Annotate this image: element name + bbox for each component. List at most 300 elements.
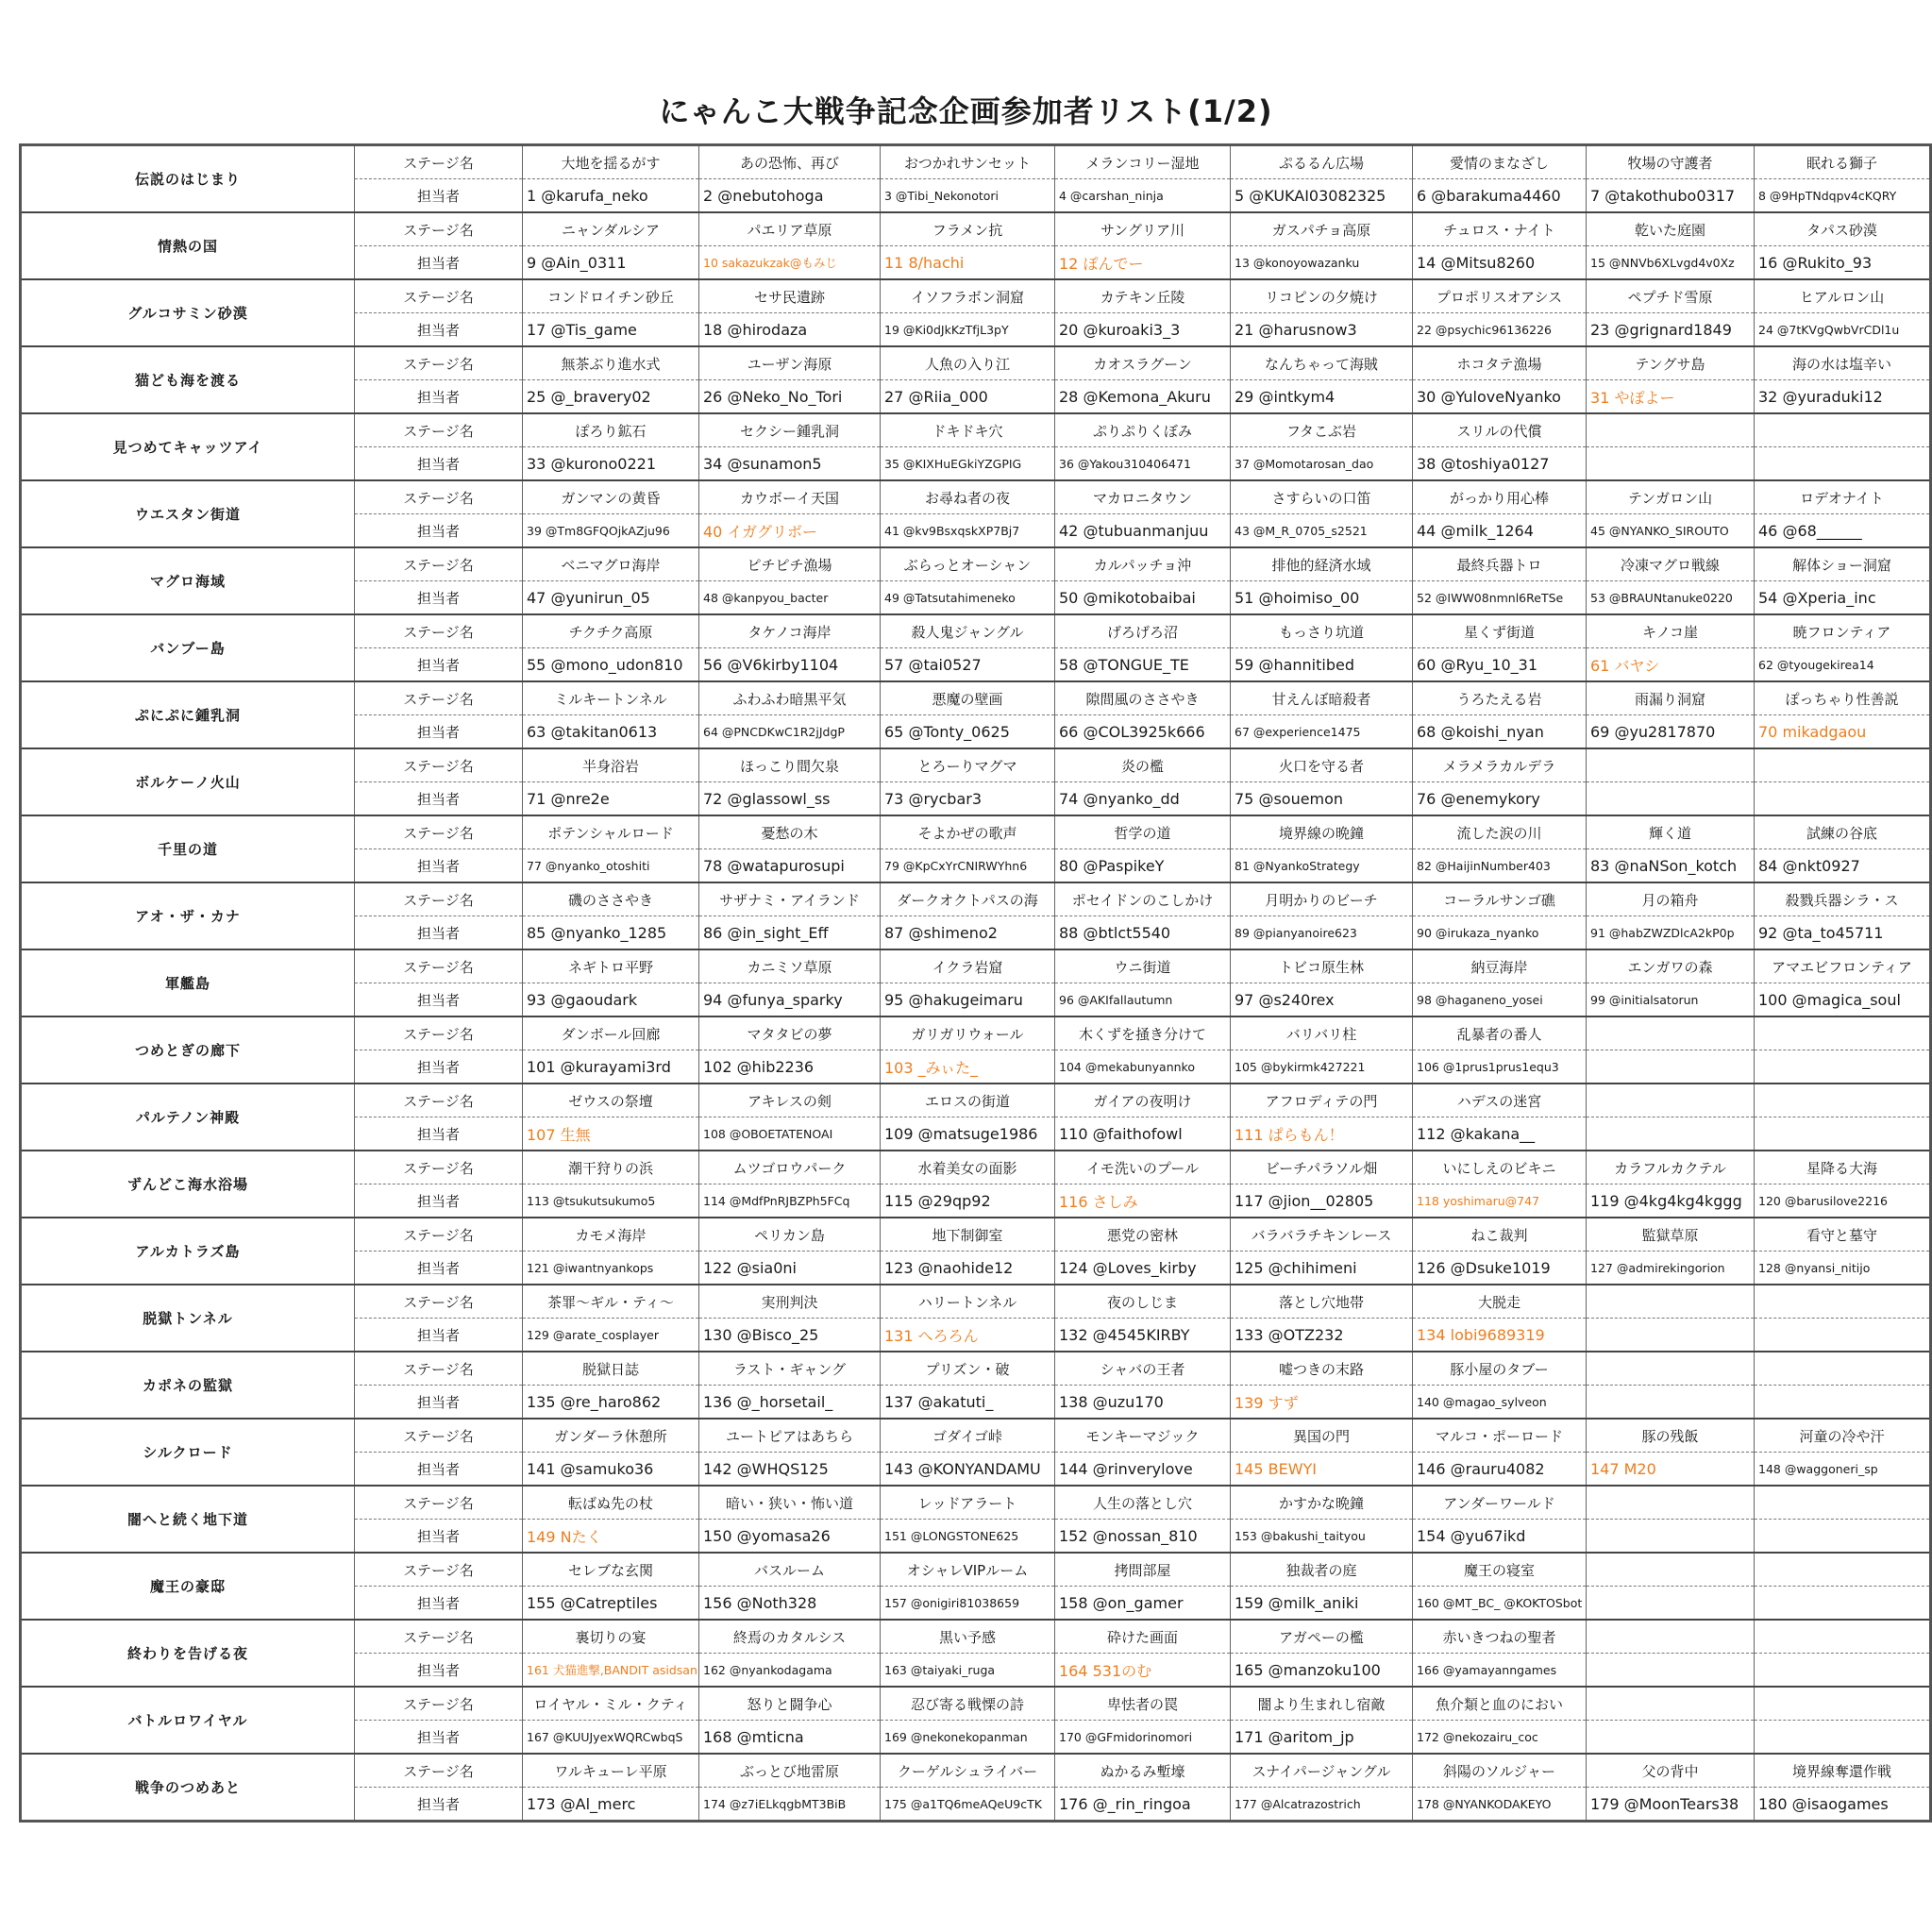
owner-cell: 29 @intkym4 bbox=[1231, 380, 1413, 414]
stage-cell: 乱暴者の番人 bbox=[1413, 1016, 1587, 1050]
owner-cell bbox=[1755, 447, 1931, 481]
stage-cell: 炎の檻 bbox=[1055, 748, 1231, 782]
owner-cell: 60 @Ryu_10_31 bbox=[1413, 648, 1587, 682]
stage-cell: セサ民遺跡 bbox=[699, 279, 881, 313]
owner-cell: 79 @KpCxYrCNIRWYhn6 bbox=[881, 849, 1055, 883]
owner-cell bbox=[1587, 1050, 1755, 1084]
owner-cell: 123 @naohide12 bbox=[881, 1252, 1055, 1285]
stage-cell: おつかれサンセット bbox=[881, 145, 1055, 179]
owner-cell: 93 @gaoudark bbox=[523, 983, 699, 1017]
stage-cell: カラフルカクテル bbox=[1587, 1151, 1755, 1184]
stage-label: ステージ名 bbox=[355, 1016, 523, 1050]
stage-cell: かすかな晩鐘 bbox=[1231, 1486, 1413, 1520]
owner-cell: 161 犬猫進撃,BANDIT asidsan bbox=[523, 1654, 699, 1688]
stage-cell bbox=[1755, 1352, 1931, 1386]
stage-cell: 愛情のまなざし bbox=[1413, 145, 1587, 179]
owner-cell: 67 @experience1475 bbox=[1231, 715, 1413, 749]
owner-label: 担当者 bbox=[355, 916, 523, 950]
owner-cell bbox=[1587, 1721, 1755, 1755]
owner-cell: 146 @rauru4082 bbox=[1413, 1453, 1587, 1487]
stage-cell: クーゲルシュライバー bbox=[881, 1754, 1055, 1788]
owner-cell: 101 @kurayami3rd bbox=[523, 1050, 699, 1084]
owner-label: 担当者 bbox=[355, 715, 523, 749]
region-name: 千里の道 bbox=[21, 815, 355, 882]
stage-cell: イソフラボン洞窟 bbox=[881, 279, 1055, 313]
region-name: 脱獄トンネル bbox=[21, 1285, 355, 1352]
owner-cell: 100 @magica_soul bbox=[1755, 983, 1931, 1017]
stage-cell: ぷりぷりくぼみ bbox=[1055, 413, 1231, 447]
stage-cell: アンダーワールド bbox=[1413, 1486, 1587, 1520]
owner-cell: 159 @milk_aniki bbox=[1231, 1587, 1413, 1621]
stage-cell: エンガワの森 bbox=[1587, 949, 1755, 983]
stage-label: ステージ名 bbox=[355, 614, 523, 648]
owner-cell: 165 @manzoku100 bbox=[1231, 1654, 1413, 1688]
stage-cell: ゼウスの祭壇 bbox=[523, 1084, 699, 1117]
owner-cell: 177 @Alcatrazostrich bbox=[1231, 1788, 1413, 1822]
owner-label: 担当者 bbox=[355, 1520, 523, 1554]
owner-cell: 162 @nyankodagama bbox=[699, 1654, 881, 1688]
stage-cell: ペプチド雪原 bbox=[1587, 279, 1755, 313]
owner-cell: 108 @OBOETATENOAI bbox=[699, 1117, 881, 1151]
stage-cell: マカロニタウン bbox=[1055, 480, 1231, 514]
stage-cell: 最終兵器トロ bbox=[1413, 547, 1587, 581]
owner-cell: 126 @Dsuke1019 bbox=[1413, 1252, 1587, 1285]
owner-cell: 150 @yomasa26 bbox=[699, 1520, 881, 1554]
owner-cell: 82 @HaijinNumber403 bbox=[1413, 849, 1587, 883]
stage-cell: テングサ島 bbox=[1587, 346, 1755, 380]
stage-cell: 地下制御室 bbox=[881, 1218, 1055, 1252]
owner-cell: 141 @samuko36 bbox=[523, 1453, 699, 1487]
owner-label: 担当者 bbox=[355, 447, 523, 481]
stage-label: ステージ名 bbox=[355, 1486, 523, 1520]
owner-cell bbox=[1755, 1050, 1931, 1084]
stage-cell bbox=[1755, 413, 1931, 447]
stage-label: ステージ名 bbox=[355, 279, 523, 313]
owner-cell: 156 @Noth328 bbox=[699, 1587, 881, 1621]
stage-cell: 監獄草原 bbox=[1587, 1218, 1755, 1252]
stage-cell: ムツゴロウパーク bbox=[699, 1151, 881, 1184]
owner-cell: 51 @hoimiso_00 bbox=[1231, 581, 1413, 615]
stage-cell bbox=[1755, 1620, 1931, 1654]
stage-cell: セクシー鍾乳洞 bbox=[699, 413, 881, 447]
stage-cell: ぶっとび地雷原 bbox=[699, 1754, 881, 1788]
owner-cell bbox=[1587, 1587, 1755, 1621]
stage-row bbox=[21, 1084, 1931, 1117]
stage-cell: 魔王の寝室 bbox=[1413, 1553, 1587, 1587]
stage-cell: パエリア草原 bbox=[699, 212, 881, 246]
owner-cell: 167 @KUUJyexWQRCwbqS bbox=[523, 1721, 699, 1755]
stage-cell: マルコ・ポーロード bbox=[1413, 1419, 1587, 1453]
region-name: 情熱の国 bbox=[21, 212, 355, 279]
stage-row bbox=[21, 212, 1931, 246]
stage-cell: ゴダイゴ峠 bbox=[881, 1419, 1055, 1453]
stage-cell: イクラ岩窟 bbox=[881, 949, 1055, 983]
stage-cell: ピチピチ漁場 bbox=[699, 547, 881, 581]
owner-label: 担当者 bbox=[355, 1654, 523, 1688]
owner-cell: 12 ぽんでー bbox=[1055, 246, 1231, 280]
owner-label: 担当者 bbox=[355, 380, 523, 414]
owner-cell: 71 @nre2e bbox=[523, 782, 699, 816]
owner-cell: 28 @Kemona_Akuru bbox=[1055, 380, 1231, 414]
stage-cell: そよかぜの歌声 bbox=[881, 815, 1055, 849]
stage-cell: 納豆海岸 bbox=[1413, 949, 1587, 983]
stage-row bbox=[21, 346, 1931, 380]
stage-cell: お尋ね者の夜 bbox=[881, 480, 1055, 514]
stage-cell bbox=[1587, 1285, 1755, 1319]
owner-cell: 151 @LONGSTONE625 bbox=[881, 1520, 1055, 1554]
stage-cell: 甘えんぼ暗殺者 bbox=[1231, 681, 1413, 715]
owner-label: 担当者 bbox=[355, 1184, 523, 1218]
owner-cell: 39 @Tm8GFQOjkAZju96 bbox=[523, 514, 699, 548]
stage-cell: ミルキートンネル bbox=[523, 681, 699, 715]
owner-cell: 1 @karufa_neko bbox=[523, 179, 699, 213]
stage-cell: 境界線奪還作戦 bbox=[1755, 1754, 1931, 1788]
stage-cell: スナイパージャングル bbox=[1231, 1754, 1413, 1788]
stage-cell: 魚介類と血のにおい bbox=[1413, 1687, 1587, 1721]
stage-cell: アキレスの剣 bbox=[699, 1084, 881, 1117]
stage-cell: 父の背中 bbox=[1587, 1754, 1755, 1788]
owner-cell: 35 @KIXHuEGkiYZGPIG bbox=[881, 447, 1055, 481]
stage-cell: サングリア川 bbox=[1055, 212, 1231, 246]
stage-label: ステージ名 bbox=[355, 1553, 523, 1587]
owner-label: 担当者 bbox=[355, 1386, 523, 1420]
stage-cell: ネギトロ平野 bbox=[523, 949, 699, 983]
region-name: 闇へと続く地下道 bbox=[21, 1486, 355, 1553]
stage-cell: フラメン抗 bbox=[881, 212, 1055, 246]
owner-label: 担当者 bbox=[355, 648, 523, 682]
stage-cell: ウニ街道 bbox=[1055, 949, 1231, 983]
stage-label: ステージ名 bbox=[355, 480, 523, 514]
owner-cell: 53 @BRAUNtanuke0220 bbox=[1587, 581, 1755, 615]
stage-cell: カルパッチョ沖 bbox=[1055, 547, 1231, 581]
owner-cell bbox=[1755, 1319, 1931, 1352]
owner-cell bbox=[1587, 1386, 1755, 1420]
stage-row bbox=[21, 1486, 1931, 1520]
owner-cell: 5 @KUKAI03082325 bbox=[1231, 179, 1413, 213]
stage-cell: プロポリスオアシス bbox=[1413, 279, 1587, 313]
owner-cell: 58 @TONGUE_TE bbox=[1055, 648, 1231, 682]
stage-cell: シャバの王者 bbox=[1055, 1352, 1231, 1386]
owner-cell: 115 @29qp92 bbox=[881, 1184, 1055, 1218]
stage-cell: 境界線の晩鐘 bbox=[1231, 815, 1413, 849]
stage-cell: タパス砂漠 bbox=[1755, 212, 1931, 246]
owner-cell: 125 @chihimeni bbox=[1231, 1252, 1413, 1285]
stage-cell: 赤いきつねの聖者 bbox=[1413, 1620, 1587, 1654]
owner-cell: 120 @barusilove2216 bbox=[1755, 1184, 1931, 1218]
stage-cell: 雨漏り洞窟 bbox=[1587, 681, 1755, 715]
region-name: 戦争のつめあと bbox=[21, 1754, 355, 1822]
owner-label: 担当者 bbox=[355, 1788, 523, 1822]
owner-cell: 118 yoshimaru@747 bbox=[1413, 1184, 1587, 1218]
stage-cell: 海の水は塩辛い bbox=[1755, 346, 1931, 380]
stage-row bbox=[21, 614, 1931, 648]
stage-cell: 斜陽のソルジャー bbox=[1413, 1754, 1587, 1788]
stage-cell: ガンマンの黄昏 bbox=[523, 480, 699, 514]
owner-cell: 157 @onigiri81038659 bbox=[881, 1587, 1055, 1621]
stage-row bbox=[21, 413, 1931, 447]
owner-cell: 69 @yu2817870 bbox=[1587, 715, 1755, 749]
participant-table bbox=[19, 143, 1932, 1823]
owner-cell: 176 @_rin_ringoa bbox=[1055, 1788, 1231, 1822]
owner-cell: 169 @nekonekopanman bbox=[881, 1721, 1055, 1755]
owner-cell bbox=[1587, 447, 1755, 481]
owner-cell bbox=[1587, 1654, 1755, 1688]
stage-cell: カウボーイ天国 bbox=[699, 480, 881, 514]
stage-cell: スリルの代償 bbox=[1413, 413, 1587, 447]
stage-cell: 落とし穴地帯 bbox=[1231, 1285, 1413, 1319]
stage-cell: もっさり坑道 bbox=[1231, 614, 1413, 648]
owner-cell: 2 @nebutohoga bbox=[699, 179, 881, 213]
stage-cell: 暗い・狭い・怖い道 bbox=[699, 1486, 881, 1520]
owner-cell: 147 M20 bbox=[1587, 1453, 1755, 1487]
stage-cell: 大脱走 bbox=[1413, 1285, 1587, 1319]
owner-cell: 116 さしみ bbox=[1055, 1184, 1231, 1218]
owner-cell: 131 へろろん bbox=[881, 1319, 1055, 1352]
owner-cell: 18 @hirodaza bbox=[699, 313, 881, 347]
owner-cell: 103 _みぃた_ bbox=[881, 1050, 1055, 1084]
stage-label: ステージ名 bbox=[355, 346, 523, 380]
stage-cell: ワルキューレ平原 bbox=[523, 1754, 699, 1788]
stage-cell: チュロス・ナイト bbox=[1413, 212, 1587, 246]
stage-cell: キノコ崖 bbox=[1587, 614, 1755, 648]
owner-cell bbox=[1755, 1520, 1931, 1554]
stage-row bbox=[21, 145, 1931, 179]
stage-label: ステージ名 bbox=[355, 1218, 523, 1252]
region-name: バンブー島 bbox=[21, 614, 355, 681]
region-name: つめとぎの廊下 bbox=[21, 1016, 355, 1084]
owner-cell: 78 @watapurosupi bbox=[699, 849, 881, 883]
stage-label: ステージ名 bbox=[355, 413, 523, 447]
stage-cell: さすらいの口笛 bbox=[1231, 480, 1413, 514]
owner-cell: 6 @barakuma4460 bbox=[1413, 179, 1587, 213]
owner-cell: 66 @COL3925k666 bbox=[1055, 715, 1231, 749]
stage-cell: マタタビの夢 bbox=[699, 1016, 881, 1050]
stage-cell: 裏切りの宴 bbox=[523, 1620, 699, 1654]
owner-cell: 124 @Loves_kirby bbox=[1055, 1252, 1231, 1285]
stage-cell bbox=[1587, 1687, 1755, 1721]
stage-cell bbox=[1755, 1285, 1931, 1319]
stage-label: ステージ名 bbox=[355, 681, 523, 715]
stage-cell: 星降る大海 bbox=[1755, 1151, 1931, 1184]
region-name: シルクロード bbox=[21, 1419, 355, 1486]
stage-cell: げろげろ沼 bbox=[1055, 614, 1231, 648]
region-name: アルカトラズ島 bbox=[21, 1218, 355, 1285]
owner-cell: 50 @mikotobaibai bbox=[1055, 581, 1231, 615]
owner-cell: 26 @Neko_No_Tori bbox=[699, 380, 881, 414]
owner-cell bbox=[1587, 1117, 1755, 1151]
owner-cell: 83 @naNSon_kotch bbox=[1587, 849, 1755, 883]
owner-cell: 38 @toshiya0127 bbox=[1413, 447, 1587, 481]
stage-cell: 怒りと闘争心 bbox=[699, 1687, 881, 1721]
stage-cell: ユーザン海原 bbox=[699, 346, 881, 380]
owner-cell bbox=[1755, 782, 1931, 816]
owner-cell: 144 @rinverylove bbox=[1055, 1453, 1231, 1487]
owner-cell: 42 @tubuanmanjuu bbox=[1055, 514, 1231, 548]
owner-cell: 76 @enemykory bbox=[1413, 782, 1587, 816]
owner-cell: 73 @rycbar3 bbox=[881, 782, 1055, 816]
owner-cell: 138 @uzu170 bbox=[1055, 1386, 1231, 1420]
owner-cell: 135 @re_haro862 bbox=[523, 1386, 699, 1420]
owner-cell: 166 @yamayanngames bbox=[1413, 1654, 1587, 1688]
stage-cell: 砕けた画面 bbox=[1055, 1620, 1231, 1654]
stage-cell: 眠れる獅子 bbox=[1755, 145, 1931, 179]
owner-cell: 65 @Tonty_0625 bbox=[881, 715, 1055, 749]
owner-cell: 94 @funya_sparky bbox=[699, 983, 881, 1017]
stage-cell: ドキドキ穴 bbox=[881, 413, 1055, 447]
stage-cell bbox=[1587, 413, 1755, 447]
owner-cell: 57 @tai0527 bbox=[881, 648, 1055, 682]
stage-row bbox=[21, 1151, 1931, 1184]
owner-cell: 14 @Mitsu8260 bbox=[1413, 246, 1587, 280]
stage-cell: 排他的経済水域 bbox=[1231, 547, 1413, 581]
owner-cell: 172 @nekozairu_coc bbox=[1413, 1721, 1587, 1755]
owner-cell: 84 @nkt0927 bbox=[1755, 849, 1931, 883]
stage-cell: コーラルサンゴ礁 bbox=[1413, 882, 1587, 916]
owner-cell: 23 @grignard1849 bbox=[1587, 313, 1755, 347]
region-name: ボルケーノ火山 bbox=[21, 748, 355, 815]
owner-cell: 75 @souemon bbox=[1231, 782, 1413, 816]
stage-cell: ねこ裁判 bbox=[1413, 1218, 1587, 1252]
owner-cell: 19 @Ki0dJkKzTfjL3pY bbox=[881, 313, 1055, 347]
owner-cell: 34 @sunamon5 bbox=[699, 447, 881, 481]
stage-row bbox=[21, 1016, 1931, 1050]
owner-cell: 74 @nyanko_dd bbox=[1055, 782, 1231, 816]
owner-cell: 17 @Tis_game bbox=[523, 313, 699, 347]
stage-cell: 哲学の道 bbox=[1055, 815, 1231, 849]
stage-cell: 茶罪～ギル・ティ～ bbox=[523, 1285, 699, 1319]
stage-cell: なんちゃって海賊 bbox=[1231, 346, 1413, 380]
stage-cell bbox=[1587, 1553, 1755, 1587]
stage-cell: 冷凍マグロ戦線 bbox=[1587, 547, 1755, 581]
owner-cell: 16 @Rukito_93 bbox=[1755, 246, 1931, 280]
stage-cell: 水着美女の面影 bbox=[881, 1151, 1055, 1184]
owner-label: 担当者 bbox=[355, 179, 523, 213]
stage-cell: ガイアの夜明け bbox=[1055, 1084, 1231, 1117]
owner-cell: 87 @shimeno2 bbox=[881, 916, 1055, 950]
stage-label: ステージ名 bbox=[355, 1285, 523, 1319]
owner-label: 担当者 bbox=[355, 581, 523, 615]
stage-label: ステージ名 bbox=[355, 815, 523, 849]
stage-cell: ぽっちゃり性善説 bbox=[1755, 681, 1931, 715]
stage-label: ステージ名 bbox=[355, 949, 523, 983]
owner-cell: 175 @a1TQ6meAQeU9cTK bbox=[881, 1788, 1055, 1822]
owner-cell bbox=[1755, 1386, 1931, 1420]
stage-cell: ガンダーラ休憩所 bbox=[523, 1419, 699, 1453]
stage-row bbox=[21, 748, 1931, 782]
stage-cell: 流した涙の川 bbox=[1413, 815, 1587, 849]
stage-cell: がっかり用心棒 bbox=[1413, 480, 1587, 514]
stage-cell: ホコタテ漁場 bbox=[1413, 346, 1587, 380]
page-title: にゃんこ大戦争記念企画参加者リスト(1/2) bbox=[659, 93, 1273, 129]
owner-cell: 178 @NYANKODAKEYO bbox=[1413, 1788, 1587, 1822]
owner-cell: 134 lobi9689319 bbox=[1413, 1319, 1587, 1352]
owner-cell: 148 @waggoneri_sp bbox=[1755, 1453, 1931, 1487]
owner-cell: 24 @7tKVgQwbVrCDl1u bbox=[1755, 313, 1931, 347]
owner-cell: 102 @hib2236 bbox=[699, 1050, 881, 1084]
stage-cell bbox=[1755, 1016, 1931, 1050]
stage-cell: 転ばぬ先の杖 bbox=[523, 1486, 699, 1520]
owner-cell: 95 @hakugeimaru bbox=[881, 983, 1055, 1017]
stage-cell: ニャンダルシア bbox=[523, 212, 699, 246]
stage-cell: アマエビフロンティア bbox=[1755, 949, 1931, 983]
stage-cell: 忍び寄る戦慄の詩 bbox=[881, 1687, 1055, 1721]
stage-cell: 火口を守る者 bbox=[1231, 748, 1413, 782]
owner-label: 担当者 bbox=[355, 849, 523, 883]
stage-cell: ラスト・ギャング bbox=[699, 1352, 881, 1386]
region-name: カポネの監獄 bbox=[21, 1352, 355, 1419]
owner-label: 担当者 bbox=[355, 246, 523, 280]
region-name: アオ・ザ・カナ bbox=[21, 882, 355, 949]
owner-cell: 130 @Bisco_25 bbox=[699, 1319, 881, 1352]
owner-cell: 80 @PaspikeY bbox=[1055, 849, 1231, 883]
stage-cell: チクチク高原 bbox=[523, 614, 699, 648]
owner-cell: 160 @MT_BC_ @KOKTOSbot bbox=[1413, 1587, 1587, 1621]
owner-cell: 92 @ta_to45711 bbox=[1755, 916, 1931, 950]
stage-cell bbox=[1587, 1084, 1755, 1117]
stage-cell: 半身浴岩 bbox=[523, 748, 699, 782]
stage-cell: 夜のしじま bbox=[1055, 1285, 1231, 1319]
stage-cell: 月の箱舟 bbox=[1587, 882, 1755, 916]
stage-cell: ダンボール回廊 bbox=[523, 1016, 699, 1050]
stage-cell: ガスパチョ高原 bbox=[1231, 212, 1413, 246]
owner-cell: 91 @habZWZDlcA2kP0p bbox=[1587, 916, 1755, 950]
owner-cell: 62 @tyougekirea14 bbox=[1755, 648, 1931, 682]
owner-cell: 107 生無 bbox=[523, 1117, 699, 1151]
stage-row bbox=[21, 949, 1931, 983]
stage-cell: ガリガリウォール bbox=[881, 1016, 1055, 1050]
stage-row bbox=[21, 815, 1931, 849]
owner-cell bbox=[1587, 782, 1755, 816]
owner-cell: 99 @initialsatorun bbox=[1587, 983, 1755, 1017]
stage-cell bbox=[1587, 1620, 1755, 1654]
stage-cell: 実刑判決 bbox=[699, 1285, 881, 1319]
stage-cell: ダークオクトパスの海 bbox=[881, 882, 1055, 916]
owner-cell: 86 @in_sight_Eff bbox=[699, 916, 881, 950]
stage-cell: タケノコ海岸 bbox=[699, 614, 881, 648]
stage-cell: エロスの街道 bbox=[881, 1084, 1055, 1117]
stage-row bbox=[21, 279, 1931, 313]
owner-cell: 44 @milk_1264 bbox=[1413, 514, 1587, 548]
owner-cell: 54 @Xperia_inc bbox=[1755, 581, 1931, 615]
region-name: 魔王の豪邸 bbox=[21, 1553, 355, 1620]
stage-cell: 異国の門 bbox=[1231, 1419, 1413, 1453]
owner-cell: 106 @1prus1prus1equ3 bbox=[1413, 1050, 1587, 1084]
stage-cell: 卑怯者の罠 bbox=[1055, 1687, 1231, 1721]
owner-cell: 22 @psychic96136226 bbox=[1413, 313, 1587, 347]
stage-cell: セレブな玄関 bbox=[523, 1553, 699, 1587]
owner-cell: 173 @Al_merc bbox=[523, 1788, 699, 1822]
stage-cell: ベニマグロ海岸 bbox=[523, 547, 699, 581]
stage-cell: 磯のささやき bbox=[523, 882, 699, 916]
owner-cell: 110 @faithofowl bbox=[1055, 1117, 1231, 1151]
owner-cell: 111 ぱらもん！ bbox=[1231, 1117, 1413, 1151]
owner-cell: 133 @OTZ232 bbox=[1231, 1319, 1413, 1352]
owner-cell: 171 @aritom_jp bbox=[1231, 1721, 1413, 1755]
stage-label: ステージ名 bbox=[355, 145, 523, 179]
owner-cell bbox=[1755, 1654, 1931, 1688]
owner-cell: 56 @V6kirby1104 bbox=[699, 648, 881, 682]
stage-cell: オシャレVIPルーム bbox=[881, 1553, 1055, 1587]
stage-row bbox=[21, 1218, 1931, 1252]
owner-cell: 45 @NYANKO_SIROUTO bbox=[1587, 514, 1755, 548]
stage-cell: プリズン・破 bbox=[881, 1352, 1055, 1386]
stage-label: ステージ名 bbox=[355, 1352, 523, 1386]
owner-cell: 153 @bakushi_taityou bbox=[1231, 1520, 1413, 1554]
stage-cell: ビーチパラソル畑 bbox=[1231, 1151, 1413, 1184]
stage-cell: 黒い予感 bbox=[881, 1620, 1055, 1654]
stage-cell: ぷるるん広場 bbox=[1231, 145, 1413, 179]
stage-cell bbox=[1755, 1553, 1931, 1587]
